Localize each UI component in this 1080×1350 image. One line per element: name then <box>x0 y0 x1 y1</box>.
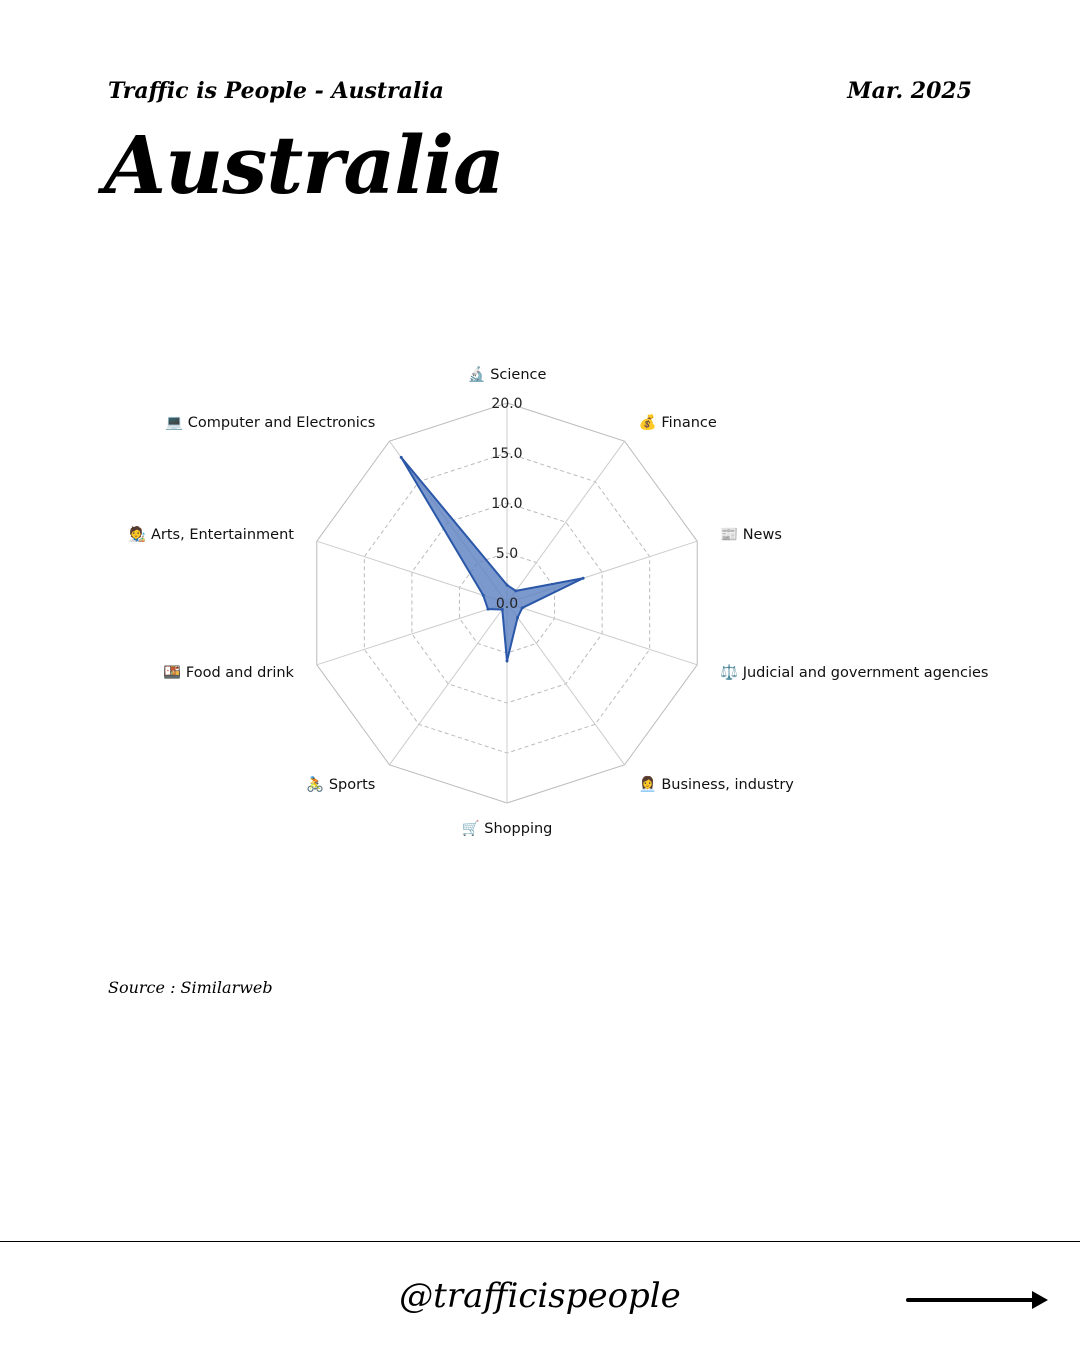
tick-label: 10.0 <box>491 496 523 512</box>
source-note: Source : Similarweb <box>108 978 273 997</box>
footer-divider <box>0 1241 1080 1242</box>
category-label: 🛒 Shopping <box>461 821 553 837</box>
data-point <box>482 594 485 597</box>
category-label: 🔬 Science <box>467 367 547 383</box>
axis-spoke <box>317 603 507 665</box>
axis-spoke <box>507 603 625 765</box>
category-label: 💻 Computer and Electronics <box>165 414 376 431</box>
data-point <box>486 608 489 611</box>
category-label: ⚖️ Judicial and government agencies <box>720 665 989 682</box>
series-area <box>401 457 583 661</box>
category-label: 🚴 Sports <box>306 777 376 794</box>
data-point <box>516 616 519 619</box>
data-point <box>400 456 403 459</box>
tick-label: 15.0 <box>491 446 523 462</box>
category-label: 🍱 Food and drink <box>163 665 294 682</box>
category-label: 💰 Finance <box>638 414 717 431</box>
category-label: 🧑‍🎨 Arts, Entertainment <box>128 526 294 543</box>
axis-spoke <box>507 441 625 603</box>
category-label: 👩‍💼 Business, industry <box>638 777 794 794</box>
data-point <box>521 606 524 609</box>
page-title: Australia <box>104 118 504 212</box>
date-label: Mar. 2025 <box>847 78 972 104</box>
tick-label: 0.0 <box>495 596 519 612</box>
right-arrow-icon[interactable] <box>906 1288 1050 1312</box>
axis-spoke <box>389 603 507 765</box>
data-point <box>506 660 509 663</box>
data-point <box>506 584 509 587</box>
tick-label: 20.0 <box>491 396 523 412</box>
tick-label: 5.0 <box>495 546 519 562</box>
data-point <box>514 589 517 592</box>
data-point <box>582 577 585 580</box>
category-label: 📰 News <box>720 526 782 543</box>
social-handle: @trafficispeople <box>399 1276 681 1316</box>
series-label: Traffic is People - Australia <box>108 78 444 104</box>
